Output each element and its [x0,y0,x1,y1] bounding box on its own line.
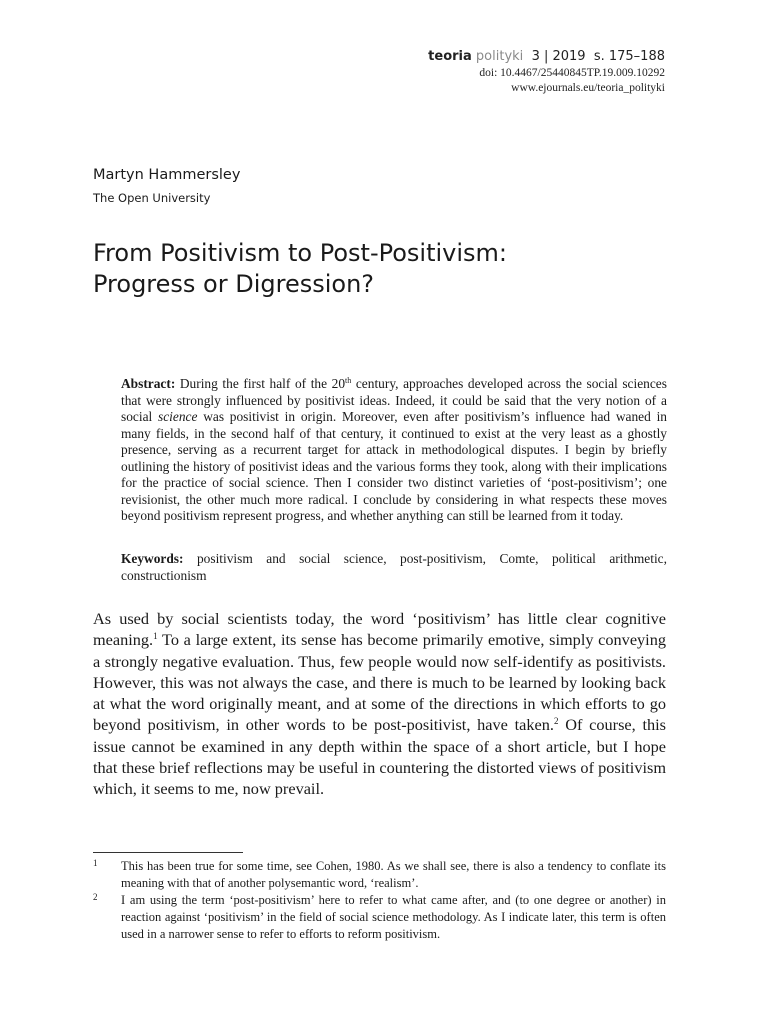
footnote-number: 2 [93,892,98,902]
footnote-1 [93,858,666,892]
body-text-1: As used by social scientists today, the word ‘positivism’ has little clear cognitive meaning. [93,609,666,650]
title-line-2: Progress or Digression? [93,270,375,298]
article-title [93,238,653,300]
abstract-text-1: During the first half of the 20 [179,376,346,391]
abstract-italic-word: science [158,409,198,424]
abstract [121,376,667,525]
abstract-text-3: was positivist in origin. Moreover, even after positivism’s influence had waned in many fields, in the second half of that century, it continued to exist at the very least as a ghostly presence, serving as a recurrent target for attack in methodological disputes. I begin by briefly outlining the history of positivist ideas and the various forms they took, along with their implications for the practice of social science. Then I consider two distinct varieties of ‘post-positivism’; one revisionist, the other much more radical. I conclude by considering in what respects these moves beyond positivism represent progress, and whether anything can still be learned from it today. [121,409,667,523]
issue-number: 3 | 2019 [531,49,586,64]
keywords-label: Keywords: [121,551,184,566]
author-name: Martyn Hammersley [93,167,241,183]
footnote-2 [93,892,666,943]
body-text-2: To a large extent, its sense has become primarily emotive, simply conveying a strongly negative evaluation. Thus, few people would now self-identify as positivists. However, this was not always the case, and there is much to be learned by looking back at what the word originally meant, and at some of the directions in which efforts to go beyond positivism, in other words to be post-positivist, have taken. [93,630,666,735]
journal-url: www.ejournals.eu/teoria_polityki [511,82,665,94]
journal-name-second: polityki [475,49,524,64]
keywords [121,551,667,584]
author-affiliation: The Open University [93,191,211,205]
journal-name-first: teoria [428,49,472,64]
page-range: s. 175–188 [593,49,665,64]
footnote-text: I am using the term ‘post-positivism’ here to refer to what came after, and (to one degree or another) in reaction against ‘positivism’ in the field of social science methodology. As I indicate later, this term is often used in a narrower sense to refer to efforts to reform positivism. [121,893,666,941]
footnote-number: 1 [93,858,98,868]
footnote-divider [93,852,243,853]
keywords-text: positivism and social science, post-positivism, Comte, political arithmetic, constructionism [121,551,667,583]
doi: doi: 10.4467/25440845TP.19.009.10292 [479,67,665,79]
running-header [245,48,665,96]
footnote-ref-2[interactable]: 2 [553,716,559,727]
footnote-ref-1[interactable]: 1 [153,631,158,642]
body-paragraph [93,608,666,800]
journal-line [245,48,665,66]
title-line-1: From Positivism to Post-Positivism: [93,239,508,267]
abstract-superscript: th [345,376,352,385]
abstract-label: Abstract: [121,376,176,391]
body-text-3: Of course, this issue cannot be examined in any depth within the space of a short article, but I hope that these brief reflections may be useful in countering the distorted views of positivism which, it seems to me, now prevail. [93,715,667,799]
footnote-text: This has been true for some time, see Cohen, 1980. As we shall see, there is also a tendency to conflate its meaning with that of another polysemantic word, ‘realism’. [121,859,666,890]
abstract-text-2: century, approaches developed across the social sciences that were strongly influenced by positivist ideas. Indeed, it could be said that the very notion of a social [121,376,667,424]
